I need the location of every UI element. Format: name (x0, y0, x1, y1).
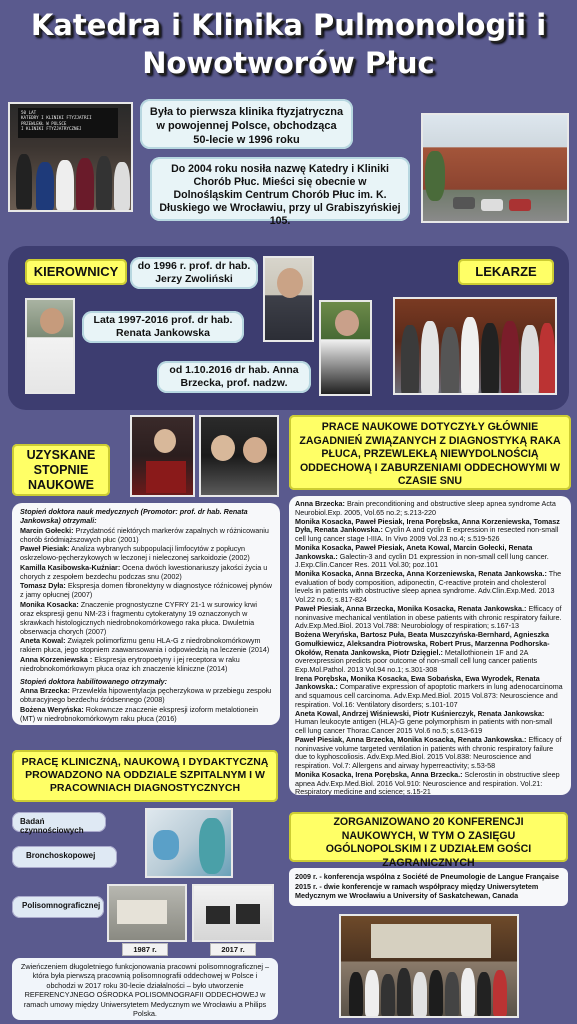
doctoral-entry (20, 600, 272, 636)
lab-bronchoscopy-label: Bronchoskopowej (12, 846, 117, 868)
page-title (0, 6, 577, 82)
habil-list (20, 686, 272, 723)
research-heading (289, 415, 571, 490)
head-of-department-2 (82, 311, 244, 343)
publication-entry (295, 771, 565, 797)
lab-polysomnography-label: Polisomnograficznej (12, 896, 104, 918)
publication-entry-text: Efficacy of noninvasive mechanical ventilation in obese patients with chronic respiratory failure. Adv.Exp.Med.Biol. 2013 Vol.788: Neurobiology of respiration; s.167-13 (295, 604, 562, 631)
doctoral-entry (20, 581, 272, 599)
publication-entry-author: Bożena Weryńska, Bartosz Puła, Beata Muszczyńska-Bernhard, Agnieszka Gomułkiewicz, Aleksandra Piotrowska, Robert Prus, Marzenna Podhorska-Okołów, Renata Jankowska, Piotr Dzięgiel.: (295, 630, 550, 657)
portrait-renata-jankowska (25, 298, 75, 394)
habil-entry-text: Przewlekła hipowentylacja pęcherzykowa w przebiegu zespołu obturacyjnego bezdechu śródsennego (2008) (20, 686, 272, 704)
head-of-department-1-text: do 1996 r. prof. dr hab. Jerzy Zwoliński (137, 260, 251, 285)
doctoral-entry-text: Ekspresja erytropoetyny i jej receptora w raku niedrobnokomórkowym płuca oraz ich znaczenie kliniczne (2014) (20, 654, 240, 673)
doctoral-entry (20, 655, 272, 673)
doctoral-heading: Stopień doktora nauk medycznych (Promotor: prof. dr hab. Renata Jankowska) otrzymali: (20, 507, 248, 525)
habil-entry-author: Anna Brzecka: (20, 686, 70, 695)
habil-entry (20, 686, 272, 704)
history-callout-location (150, 157, 410, 227)
doctoral-entry-text: Analiza wybranych subpopulacji limfocytów z popłucyn oskrzelowo-pęcherzykowych w leczonej i nieleczonej sarkoidozie (2002) (20, 544, 250, 562)
publication-entry-author: Monika Kosacka, Irena Porębska, Anna Brzecka.: (295, 769, 463, 779)
portrait-anna-brzecka (319, 300, 372, 396)
publication-entry-text: Comparative expression of apoptotic markers in lung adenocarcinoma and squamous cell carcinoma. Adv.Exp.Med.Biol. 2015 Vol.873: Neuroscience and respiration. Vol.16: Ventilatory disorders; s.101-107 (295, 682, 563, 709)
doctoral-entry-author: Marcin Gołecki: (20, 525, 74, 535)
doctoral-entry (20, 563, 272, 581)
publication-entry-text: Metallothionein 1F and 2A overexpression predicts poor outcome of non-small cell lung cancer patients Exp.Mol.Pathol. 2013 Vol.94 no.1; s.301-308 (295, 647, 538, 674)
doctoral-entry-text: Znaczenie prognostyczne CYFRY 21-1 w surowicy krwi oraz ekspresji genu NM-23 i fragmentu cytokeratyny 19 oznaczonych w skrawkach histologicznych niedrobnokomórkowego raka płuca. Dwuletnia obserwacja chorych (2007) (20, 599, 258, 636)
head-of-department-1 (130, 257, 258, 289)
habil-entry (20, 705, 272, 723)
research-heading-text: PRACE NAUKOWE DOTYCZYŁY GŁÓWNIE ZAGADNIEŃ ZWIĄZANYCH Z DIAGNOSTYKĄ RAKA PŁUCA, PRZEWLEKŁĄ NIEWYDOLNOŚCIĄ ODDECHOWĄ I ZABURZENIAMI ODDECHOWYMI W CZASIE SNU (299, 421, 561, 487)
conference-group-photo (339, 914, 519, 1018)
head-of-department-2-text: Lata 1997-2016 prof. dr hab. Renata Jankowska (93, 314, 233, 339)
year-2017-label: 2017 r. (210, 943, 256, 956)
doctoral-entry (20, 544, 272, 562)
title-line-2: Nowotworów Płuc (142, 46, 435, 80)
hospital-building-photo (421, 113, 569, 223)
publications-list (295, 500, 565, 797)
doctoral-entry-author: Anna Korzeniewska : (20, 654, 93, 664)
publication-entry (295, 544, 565, 570)
polysomnography-note (12, 958, 278, 1020)
degrees-label (12, 444, 110, 496)
publication-entry (295, 736, 565, 770)
degrees-label-text: UZYSKANE STOPNIE NAUKOWE (26, 448, 96, 492)
publication-entry-author: Paweł Piesiak, Anna Brzecka, Monika Kosacka, Renata Jankowska.: (295, 604, 527, 614)
publication-entry (295, 500, 565, 517)
publication-entry-author: Irena Porębska, Monika Kosacka, Ewa Sobańska, Ewa Wyrodek, Renata Jankowska.: (295, 673, 540, 692)
publication-entry-text: Efficacy of noninvasive volume targeted ventilation in patients with chronic respiratory failure due to kyphoscoliosis. Adv.Exp.Med.Biol. 2015 Vol.838: Neuroscience and respiration. Vol.7: Allergens and airway hyperreactivity; s.53-58 (295, 735, 562, 770)
publication-entry-text: The evaluation of body composition, adiponectin, C-reactive protein and cholesterol levels in patients with obstructive sleep apnea syndrome. Adv.Clin.Exp.Med. 2013 Vol.22 no.6; s.817-824 (295, 569, 562, 605)
title-line-1: Katedra i Klinika Pulmonologii i (30, 8, 547, 42)
degrees-panel (12, 503, 280, 725)
bronchoscopy-photo (145, 808, 233, 878)
polysomnography-lab-1987-photo (107, 884, 187, 942)
doctoral-entry-author: Paweł Piesiak: (20, 544, 70, 553)
doctors-group-photo (393, 297, 557, 395)
kierownicy-label: KIEROWNICY (25, 259, 127, 285)
conferences-heading-text: ZORGANIZOWANO 20 KONFERENCJI NAUKOWYCH, W TYM O ZASIĘGU OGÓLNOPOLSKIM I Z UDZIAŁEM GOŚCI ZAGRANICZNYCH (325, 816, 532, 869)
publication-entry (295, 570, 565, 604)
history-callout-first-clinic (140, 99, 353, 149)
conferences-heading (289, 812, 568, 869)
anniversary-group-photo (8, 102, 133, 212)
doctoral-entry (20, 526, 272, 544)
doctoral-entry-author: Monika Kosacka: (20, 599, 79, 609)
conferences-note (289, 868, 568, 906)
graduation-photo-1 (130, 415, 195, 497)
publication-entry (295, 710, 565, 736)
history-callout-first-clinic-text: Była to pierwsza klinika ftyzjatryczna w powojennej Polsce, obchodząca 50-lecie w 1996 roku (149, 106, 344, 146)
polysomnography-lab-2017-photo (192, 884, 274, 942)
polysomnography-note-text: Zwieńczeniem długoletniego funkcjonowania pracowni polisomnograficznej – która była pierwszą pracownią polisomnografii oddechowej w Polsce i obchodzi w 2017 roku 30-lecie działalności – było utworzenie REFERENCYJNEGO OŚRODKA POLISOMNOGRAFII ODDECHOWEJ w ramach umowy między Uniwersytetem Medycznym we Wrocławiu a Philips Polska. (20, 962, 270, 1019)
conference-2009: 2009 r. - konferencja wspólna z Société de Pneumologie de Langue Française (295, 872, 560, 881)
doctoral-list (20, 526, 272, 673)
history-callout-location-text: Do 2004 roku nosiła nazwę Katedry i Kliniki Chorób Płuc. Mieści się obecnie w Dolnośląskim Centrum Chorób Płuc im. K. Dłuskiego we Wrocławiu, przy ul Grabiszyńskiej 105. (159, 163, 401, 227)
clinical-heading (12, 750, 278, 802)
publication-entry-text: Cyclin A and cyclin E expression in resected non-small cell lung cancer stage I-IIIA. In Vivo 2009 Vol.23 no.4; s.519-526 (295, 525, 559, 543)
doctoral-entry-text: Związek polimorfizmu genu HLA-G z niedrobnokomórkowym rakiem płuca, jego stopniem zaawansowania i odpowiedzią na leczenie (2014) (20, 636, 270, 654)
habil-entry-text: Rokowncze znaczenie ekspresji izoform metalotionein (MT) w niedrobnokomórkowym raku płuca (2016) (20, 704, 258, 723)
year-1987-label: 1987 r. (122, 943, 168, 956)
doctoral-entry-text: Przydatność niektórych markerów zapalnych w różnicowaniu chorób śródmiąższowych płuc (2001) (20, 525, 269, 544)
publication-entry (295, 605, 565, 631)
doctoral-entry (20, 636, 272, 654)
publication-entry-author: Paweł Piesiak, Anna Brzecka, Monika Kosacka, Renata Jankowska.: (295, 735, 527, 745)
conference-2015: 2015 r. - dwie konferencje w ramach współpracy między Uniwersytetem Medycznym we Wrocławiu a University of Saskatchewan, Canada (295, 881, 539, 900)
doctoral-entry-author: Tomasz Dyła: (20, 581, 66, 590)
doctoral-entry-text: Ocena dwóch kwestionariuszy jakości życia u chorych z zespołem bezdechu podczas snu (2002) (20, 562, 268, 581)
clinical-heading-text: PRACĘ KLINICZNĄ, NAUKOWĄ I DYDAKTYCZNĄ PROWADZONO NA ODDZIALE SZPITALNYM I W PRACOWNIACH DIAGNOSTYCZNYCH (21, 756, 269, 794)
anniversary-sign: 50 LAT KATEDRY I KLINIKI FTYZJATRII PRZEWLEKŁ W POLSCE I KLINIKI FTYZJATRYCZNEJ (18, 108, 118, 138)
publication-entry (295, 518, 565, 544)
publication-entry (295, 675, 565, 709)
publication-entry-author: Aneta Kowal, Andrzej Wiśniewski, Piotr Kuśnierczyk, Renata Jankowska: (295, 708, 545, 718)
doctoral-entry-text: Ekspresja domen fibronektyny w diagnostyce róźnicowej płynów z jamy opłucnej (2007) (20, 581, 272, 599)
doctoral-entry-author: Aneta Kowal: (20, 636, 66, 645)
publication-entry-text: Galectin-3 and cyclin D1 expression in non-small cell lung cancer. J.Exp.Clin.Cancer Res. 2011 Vol.30; poz.101 (295, 551, 549, 570)
head-of-department-3 (157, 361, 311, 393)
publications-panel (289, 496, 571, 795)
lekarze-label: LEKARZE (458, 259, 554, 285)
publication-entry-author: Anna Brzecka: (295, 499, 345, 508)
publication-entry (295, 631, 565, 674)
head-of-department-3-text: od 1.10.2016 dr hab. Anna Brzecka, prof. nadzw. (169, 364, 299, 389)
publication-entry-author: Monika Kosacka, Anna Brzecka, Anna Korzeniewska, Renata Jankowska.: (295, 569, 547, 579)
publication-entry-author: Monika Kosacka, Paweł Piesiak, Aneta Kowal, Marcin Gołecki, Renata Jankowska.: (295, 542, 533, 561)
lab-function-tests-label: Badań czynnościowych (12, 812, 106, 832)
publication-entry-text: Sclerostin in obstructive sleep apnea Adv.Exp.Med.Biol. 2016 Vol.910: Neuroscience and respiration. Vol.21: Respiratory medicine and science; s.15-21 (295, 769, 560, 797)
habil-heading: Stopień doktora habilitowanego otrzymały: (20, 676, 167, 686)
habil-entry-author: Bożena Weryńska: (20, 704, 84, 714)
publication-entry-text: Human leukocyte antigen (HLA)-G gene polymorphism in patients with non-small cell lung cancer Thorac.Cancer 2015 Vol.6 no.5; s.613-619 (295, 717, 553, 735)
portrait-jerzy-zwolinski (263, 256, 314, 342)
publication-entry-text: Brain preconditioning and obstructive sleep apnea syndrome Acta Neurobiol.Exp. 2005, Vol.65 no.2; s.213-220 (295, 499, 556, 517)
publication-entry-author: Monika Kosacka, Paweł Piesiak, Irena Porębska, Anna Korzeniewska, Tomasz Dyła, Renata Jankowska.: (295, 516, 560, 535)
doctoral-entry-author: Kamilla Kasibowska-Kuźniar: (20, 562, 121, 572)
graduation-photo-2 (199, 415, 279, 497)
